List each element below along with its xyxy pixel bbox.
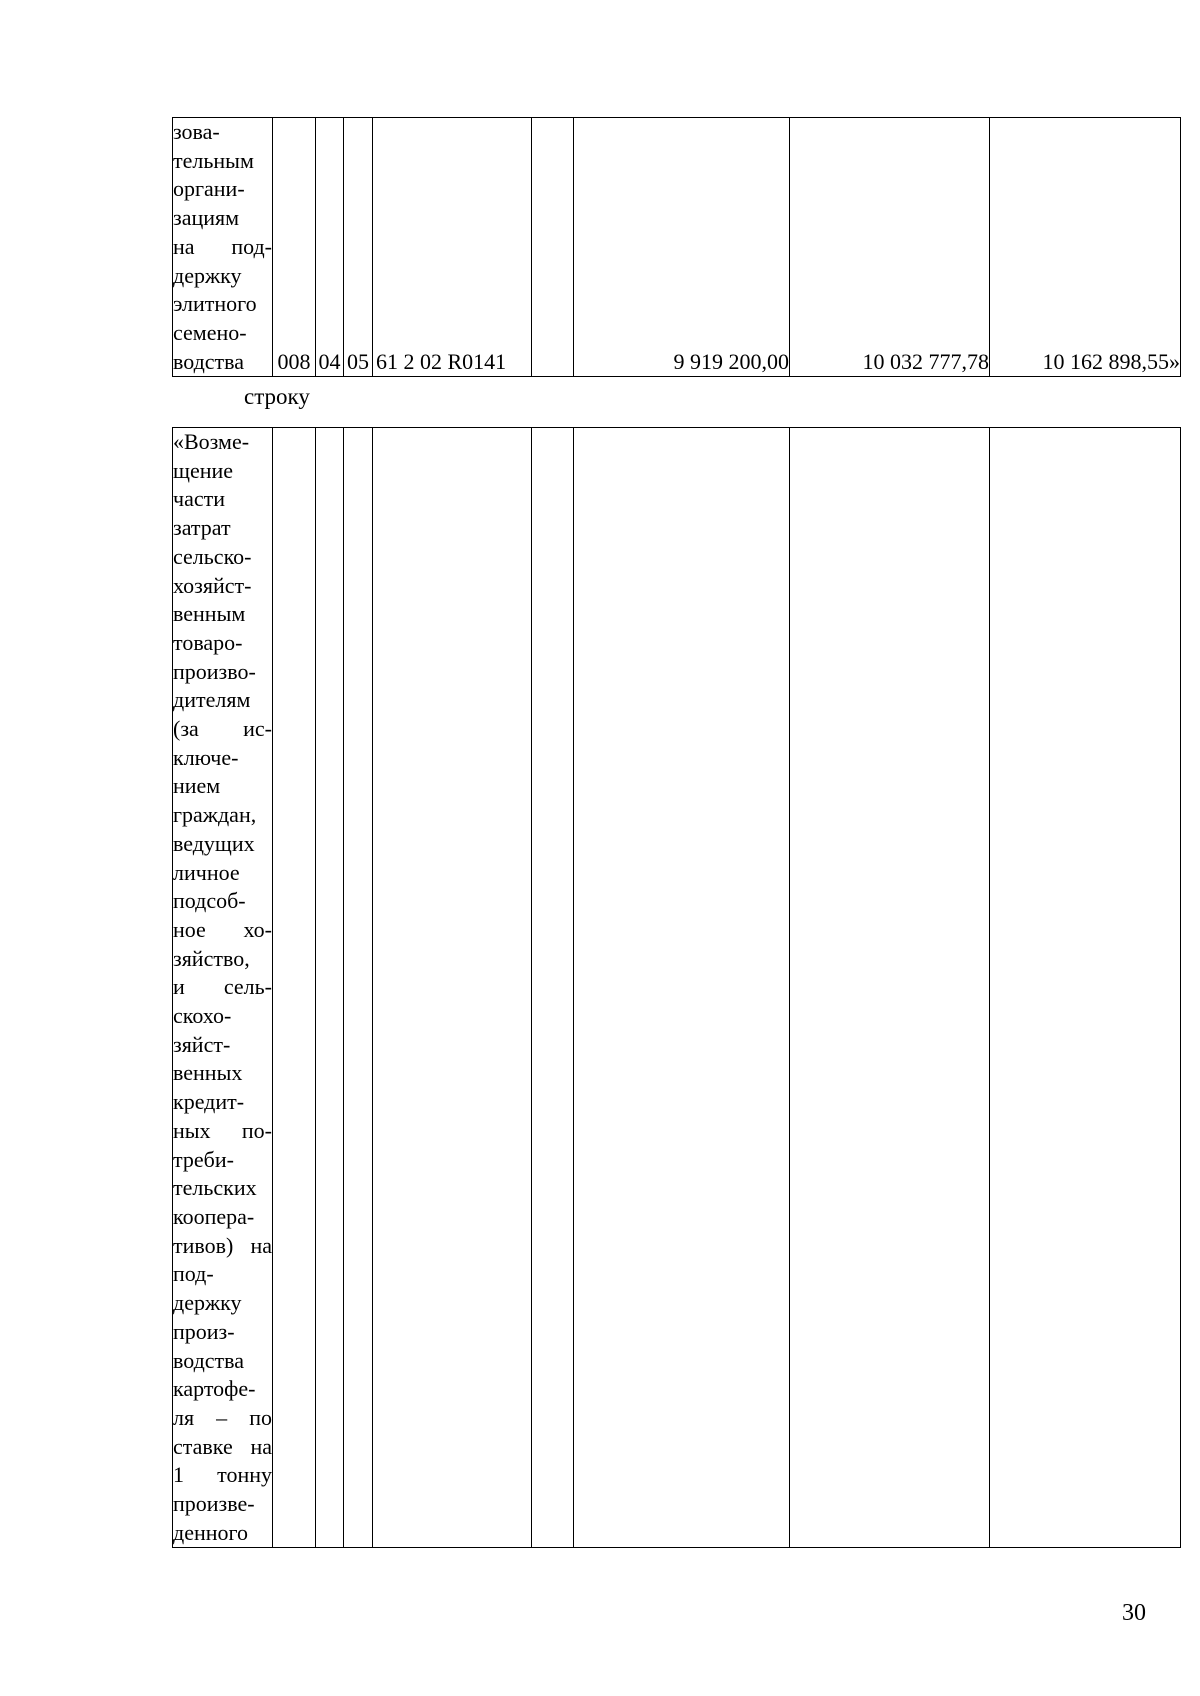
description-line: затрат: [173, 515, 231, 541]
amount-year-1: [574, 428, 790, 1548]
description-line: 1 тонну: [173, 1462, 272, 1488]
description-line: на под-: [173, 233, 272, 259]
expense-type-code: [532, 428, 574, 1548]
subsection-code: [344, 428, 373, 1548]
target-article-code: [373, 428, 532, 1548]
description-line: семено-: [173, 319, 247, 345]
subsection-code: 05: [344, 118, 373, 377]
description-line: произве-: [173, 1491, 255, 1517]
description-line: (за ис-: [173, 716, 272, 742]
section-code: 04: [316, 118, 344, 377]
description-line: тельских: [173, 1175, 257, 1201]
description-line: зациям: [173, 205, 240, 231]
description-line: венным: [173, 601, 246, 627]
description-line: подсоб-: [173, 888, 246, 914]
description-line: венных: [173, 1060, 243, 1086]
description-line: элитного: [173, 291, 257, 317]
description-line: ля – по: [173, 1404, 272, 1430]
description-line: водства: [173, 1347, 245, 1373]
description-line: коопера-: [173, 1203, 255, 1229]
description-line: картофе-: [173, 1376, 256, 1402]
description-line: произ-: [173, 1318, 235, 1344]
section-code: [316, 428, 344, 1548]
description-line: денного: [173, 1519, 248, 1545]
ministry-code: 008: [273, 118, 316, 377]
amount-year-3: 10 162 898,55»: [990, 118, 1181, 377]
ministry-code: [273, 428, 316, 1548]
description-line: ное хо-: [173, 916, 272, 942]
expense-type-code: [532, 118, 574, 377]
description-line: части: [173, 486, 225, 512]
description-line: тивов) на: [173, 1232, 272, 1258]
description-line: дителям: [173, 687, 251, 713]
description-line: хозяйст-: [173, 572, 252, 598]
description-line: держку: [173, 262, 242, 288]
amount-year-3: [990, 428, 1181, 1548]
description-line: ных по-: [173, 1117, 272, 1143]
table-row-seed-support: [173, 118, 1181, 377]
description-line: и сель-: [173, 974, 272, 1000]
description-line: кредит-: [173, 1089, 245, 1115]
budget-table-new-row: [172, 427, 1181, 1548]
description-line: ведущих: [173, 830, 255, 856]
description-line: водства: [173, 348, 245, 374]
description-line: сельско-: [173, 543, 252, 569]
row-description: [173, 428, 273, 1548]
table-row-potato-support: [173, 428, 1181, 1548]
description-line: зяйст-: [173, 1031, 231, 1057]
description-line: зяйство,: [173, 945, 250, 971]
description-line: треби-: [173, 1146, 234, 1172]
description-line: держку: [173, 1290, 242, 1316]
amount-year-2: 10 032 777,78: [790, 118, 990, 377]
amount-year-2: [790, 428, 990, 1548]
description-line: личное: [173, 859, 240, 885]
insertion-instruction-text: строку: [244, 384, 310, 409]
description-line: ключе-: [173, 744, 239, 770]
description-line: товаро-: [173, 629, 243, 655]
description-line: ставке на: [173, 1433, 272, 1459]
description-line: скохо-: [173, 1003, 232, 1029]
description-line: зова-: [173, 119, 220, 144]
budget-table-continued: [172, 117, 1181, 377]
description-line: нием: [173, 773, 221, 799]
page-number: 30: [1122, 1600, 1146, 1626]
description-line: «Возме-: [173, 429, 250, 454]
description-line: тельным: [173, 147, 254, 173]
description-line: под-: [173, 1261, 214, 1287]
description-line: органи-: [173, 176, 245, 202]
target-article-code: 61 2 02 R0141: [373, 118, 532, 377]
amount-year-1: 9 919 200,00: [574, 118, 790, 377]
description-line: произво-: [173, 658, 256, 684]
description-line: граждан,: [173, 802, 257, 828]
description-line: щение: [173, 457, 234, 483]
row-description: [173, 118, 273, 377]
